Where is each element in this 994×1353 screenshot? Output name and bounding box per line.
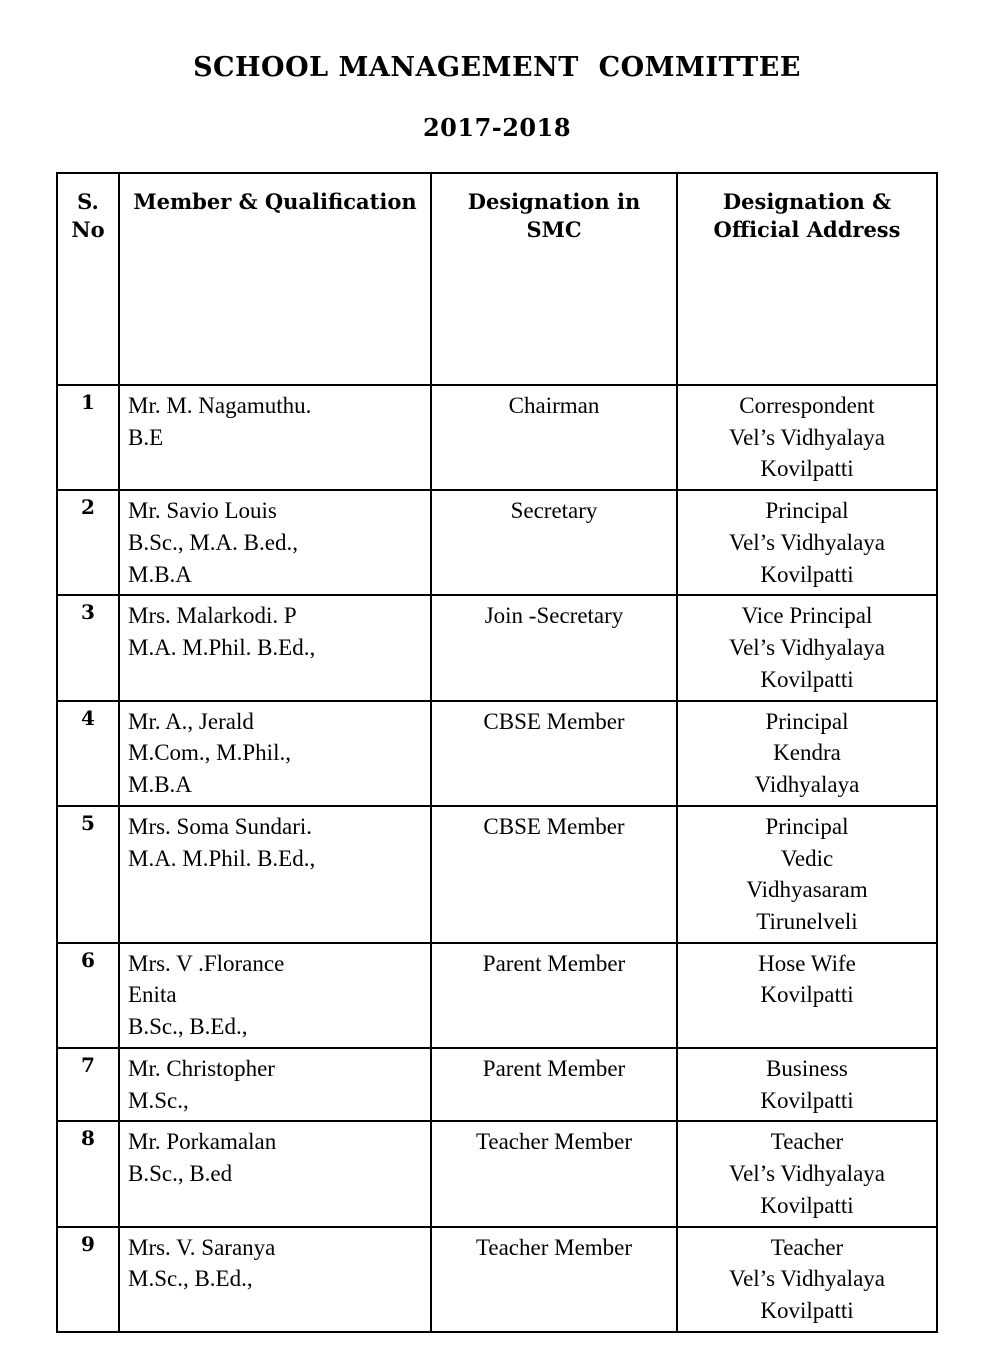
cell-designation-address [677,1121,937,1226]
cell-designation-address-line: Vedic [780,845,834,871]
cell-designation-smc-line: CBSE Member [483,708,625,734]
cell-member-qualification-line: Mrs. Malarkodi. P [128,603,297,629]
cell-designation-smc [431,595,677,700]
cell-member-qualification [119,595,431,700]
cell-serial-number: 9 [57,1227,119,1332]
cell-member-qualification-line: M.B.A [128,561,192,587]
cell-designation-address [677,701,937,806]
table-header [57,173,937,385]
cell-member-qualification-line: M.Sc., [128,1087,189,1113]
page-title: SCHOOL MANAGEMENT COMMITTEE [193,52,801,83]
cell-designation-address-line: Vel’s Vidhyalaya [729,635,885,661]
cell-designation-smc [431,490,677,595]
cell-designation-address-line: Business [766,1055,848,1081]
cell-member-qualification [119,943,431,1048]
cell-serial-number: 5 [57,806,119,943]
cell-designation-address-line: Kovilpatti [760,1087,854,1113]
cell-designation-address-line: Principal [765,813,849,839]
cell-designation-address-line: Kovilpatti [760,1192,854,1218]
cell-member-qualification-line: B.Sc., B.ed [128,1161,233,1187]
table-row [57,943,937,1048]
cell-member-qualification-line: Mrs. V .Florance [128,950,285,976]
table-row [57,1121,937,1226]
cell-member-qualification-line: M.Com., M.Phil., [128,740,291,766]
cell-serial-number: 8 [57,1121,119,1226]
cell-designation-address-line: Hose Wife [758,950,856,976]
cell-designation-address-line: Correspondent [739,393,875,418]
cell-member-qualification-line: Mrs. Soma Sundari. [128,813,312,839]
page-subtitle: 2017-2018 [422,113,572,142]
table-row [57,385,937,490]
table-row [57,806,937,943]
cell-member-qualification-line: Mr. Savio Louis [128,498,277,524]
cell-designation-address-line: Vel’s Vidhyalaya [729,529,885,555]
cell-serial-number: 1 [57,385,119,490]
table-row [57,490,937,595]
cell-member-qualification-line: B.Sc., B.Ed., [128,1014,248,1040]
cell-serial-number: 7 [57,1048,119,1121]
cell-designation-smc-line: Chairman [508,393,600,418]
cell-designation-smc-line: Join -Secretary [484,603,624,629]
cell-serial-number: 3 [57,595,119,700]
cell-designation-smc [431,385,677,490]
cell-member-qualification-line: M.Sc., B.Ed., [128,1266,253,1292]
cell-designation-address [677,490,937,595]
cell-designation-address-line: Kovilpatti [760,561,854,587]
table-body [57,385,937,1332]
cell-designation-address-line: Vel’s Vidhyalaya [729,1266,885,1292]
cell-designation-address-line: Principal [765,498,849,524]
table-row [57,701,937,806]
cell-member-qualification-line: Mr. Porkamalan [128,1129,277,1155]
column-header-member: Member & Qualification [119,173,431,385]
cell-designation-smc-line: Parent Member [482,950,626,976]
table-row [57,1048,937,1121]
table-row [57,595,937,700]
cell-designation-smc [431,701,677,806]
cell-member-qualification-line: Mr. Christopher [128,1055,275,1081]
cell-designation-address-line: Principal [765,708,849,734]
cell-designation-address-line: Kendra [773,740,841,766]
cell-member-qualification-line: B.Sc., M.A. B.ed., [128,529,298,555]
table-header-row [57,173,937,385]
cell-designation-smc [431,943,677,1048]
cell-designation-address-line: Kovilpatti [760,1298,854,1324]
cell-designation-address [677,806,937,943]
cell-member-qualification [119,806,431,943]
cell-designation-address-line: Vidhyasaram [746,877,868,903]
smc-table [56,172,938,1333]
cell-designation-address [677,385,937,490]
cell-designation-smc [431,1121,677,1226]
cell-member-qualification [119,1121,431,1226]
column-header-designation: Designation in SMC [431,173,677,385]
cell-designation-smc-line: Secretary [510,498,598,524]
cell-designation-smc [431,1227,677,1332]
cell-serial-number: 4 [57,701,119,806]
cell-designation-smc-line: Parent Member [482,1055,626,1081]
cell-designation-address [677,1227,937,1332]
cell-member-qualification-line: M.A. M.Phil. B.Ed., [128,845,316,871]
cell-member-qualification-line: M.A. M.Phil. B.Ed., [128,635,316,661]
column-header-address: Designation & Official Address [677,173,937,385]
cell-member-qualification [119,490,431,595]
cell-designation-address [677,595,937,700]
cell-designation-address-line: Vidhyalaya [754,772,860,798]
table-row [57,1227,937,1332]
cell-designation-smc-line: CBSE Member [483,813,625,839]
cell-designation-address-line: Kovilpatti [760,456,854,482]
cell-designation-address-line: Tirunelveli [756,909,858,935]
cell-designation-address-line: Teacher [770,1234,844,1260]
cell-member-qualification-line: Mr. M. Nagamuthu. [128,393,312,418]
cell-designation-address-line: Vel’s Vidhyalaya [729,424,885,450]
cell-serial-number: 6 [57,943,119,1048]
cell-member-qualification [119,1227,431,1332]
cell-designation-address [677,1048,937,1121]
cell-designation-address-line: Kovilpatti [760,982,854,1008]
cell-designation-address-line: Vice Principal [741,603,873,629]
cell-designation-smc-line: Teacher Member [475,1234,633,1260]
cell-member-qualification [119,701,431,806]
cell-designation-smc [431,806,677,943]
cell-designation-smc-line: Teacher Member [475,1129,633,1155]
cell-member-qualification-line: M.B.A [128,772,192,798]
cell-designation-address [677,943,937,1048]
cell-member-qualification [119,385,431,490]
column-header-sno: S. No [57,173,119,385]
cell-member-qualification-line: B.E [128,424,164,450]
cell-member-qualification-line: Enita [128,982,177,1008]
cell-member-qualification [119,1048,431,1121]
cell-member-qualification-line: Mr. A., Jerald [128,708,254,734]
cell-designation-smc [431,1048,677,1121]
cell-designation-address-line: Kovilpatti [760,666,854,692]
cell-serial-number: 2 [57,490,119,595]
cell-member-qualification-line: Mrs. V. Saranya [128,1234,276,1260]
cell-designation-address-line: Teacher [770,1129,844,1155]
cell-designation-address-line: Vel’s Vidhyalaya [729,1161,885,1187]
